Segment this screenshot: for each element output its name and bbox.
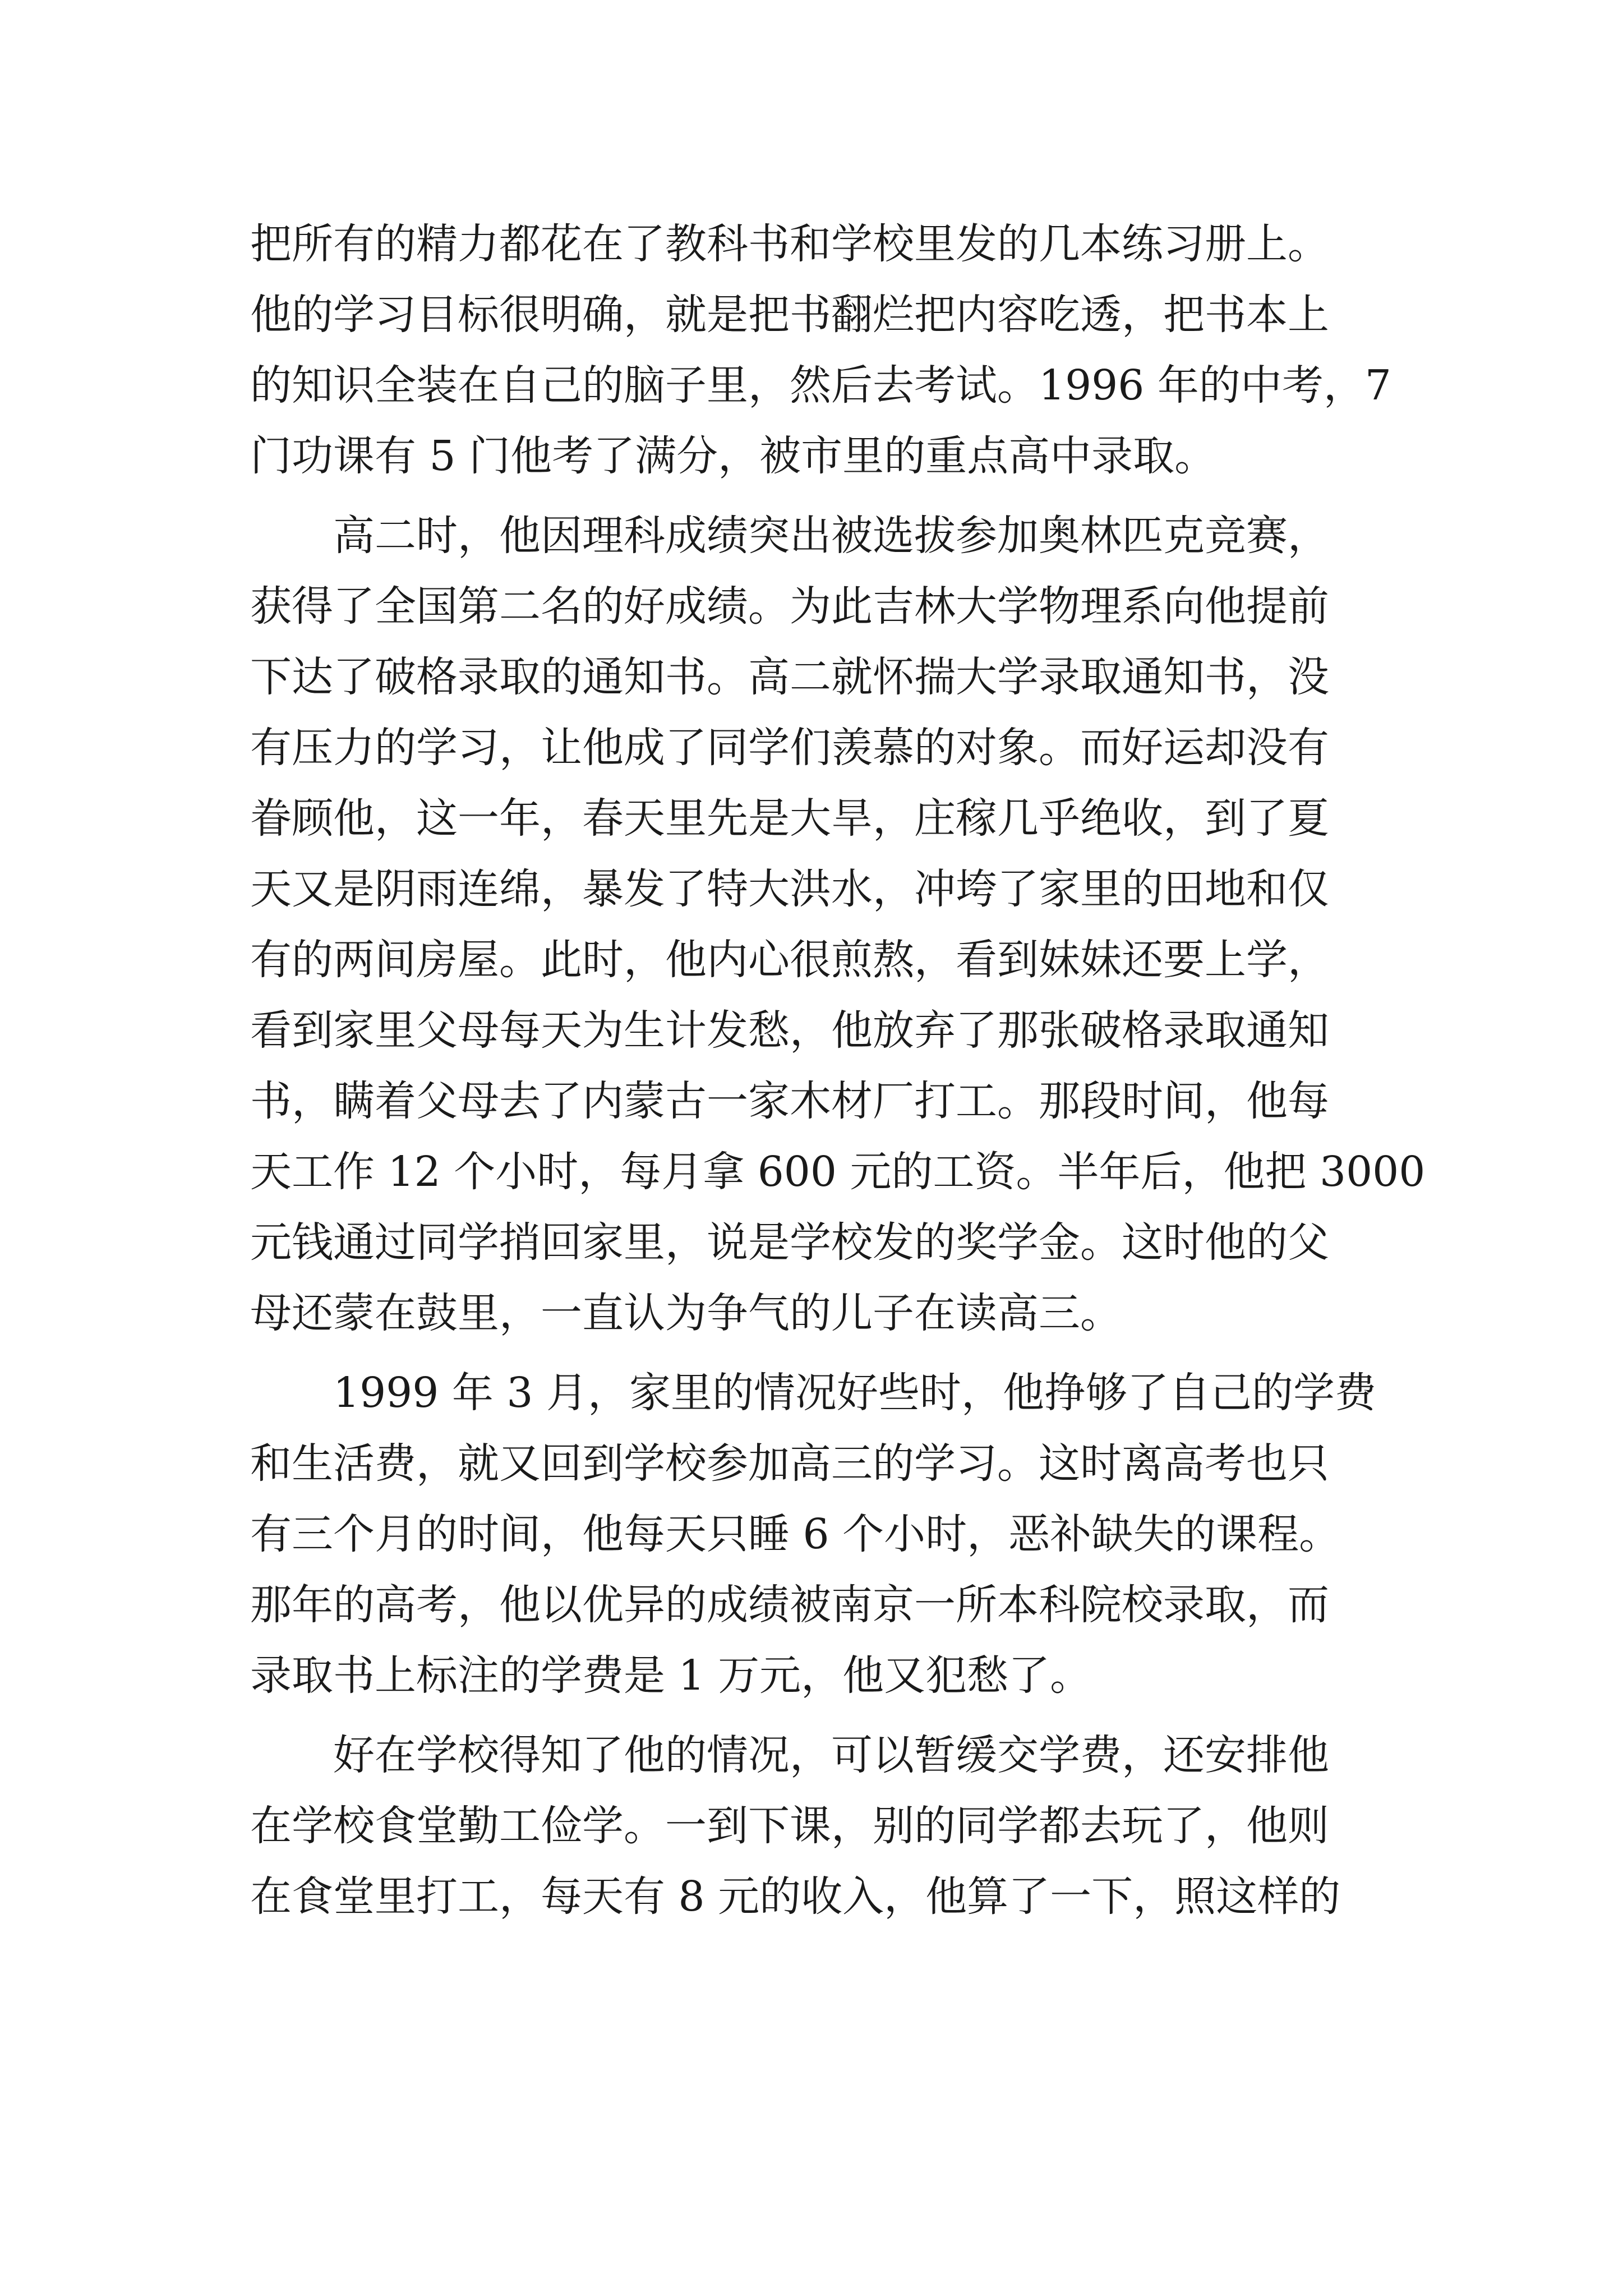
text-line: 录取书上标注的学费是 1 万元，他又犯愁了。	[250, 1651, 1092, 1700]
text-line: 在学校食堂勤工俭学。一到下课，别的同学都去玩了，他则	[250, 1802, 1329, 1850]
text-line: 把所有的精力都花在了教科书和学校里发的几本练习册上。	[250, 220, 1329, 268]
paragraph-gap	[250, 491, 1405, 500]
text-line: 母还蒙在鼓里，一直认为争气的儿子在读高三。	[250, 1289, 1122, 1337]
paragraph-gap	[250, 1349, 1405, 1358]
text-line: 看到家里父母每天为生计发愁，他放弃了那张破格录取通知	[250, 1006, 1329, 1055]
text-line: 眷顾他，这一年，春天里先是大旱，庄稼几乎绝收，到了夏	[250, 794, 1329, 843]
text-line: 他的学习目标很明确，就是把书翻烂把内容吃透，把书本上	[250, 291, 1329, 339]
text-line: 和生活费，就又回到学校参加高三的学习。这时离高考也只	[250, 1439, 1329, 1488]
paragraph	[250, 209, 1405, 491]
text-line: 获得了全国第二名的好成绩。为此吉林大学物理系向他提前	[250, 582, 1329, 631]
document-body	[250, 209, 1426, 1932]
text-line: 有压力的学习，让他成了同学们羡慕的对象。而好运却没有	[250, 724, 1329, 772]
text-line: 好在学校得知了他的情况，可以暂缓交学费，还安排他	[333, 1731, 1329, 1779]
text-line: 门功课有 5 门他考了满分，被市里的重点高中录取。	[250, 432, 1216, 480]
text-line: 有的两间房屋。此时，他内心很煎熬，看到妹妹还要上学，	[250, 936, 1329, 984]
text-line: 高二时，他因理科成绩突出被选拔参加奥林匹克竞赛，	[333, 512, 1329, 560]
text-line: 下达了破格录取的通知书。高二就怀揣大学录取通知书，没	[250, 653, 1329, 701]
text-line: 1999 年 3 月，家里的情况好些时，他挣够了自己的学费	[333, 1369, 1376, 1417]
paragraph	[250, 1720, 1405, 1932]
text-line: 元钱通过同学捎回家里，说是学校发的奖学金。这时他的父	[250, 1218, 1329, 1267]
text-line: 天又是阴雨连绵，暴发了特大洪水，冲垮了家里的田地和仅	[250, 865, 1329, 913]
text-line: 书，瞒着父母去了内蒙古一家木材厂打工。那段时间，他每	[250, 1077, 1329, 1125]
text-line: 那年的高考，他以优异的成绩被南京一所本科院校录取，而	[250, 1581, 1329, 1629]
paragraph-gap	[250, 1711, 1405, 1720]
text-line: 天工作 12 个小时，每月拿 600 元的工资。半年后，他把 3000	[250, 1148, 1426, 1196]
text-line: 在食堂里打工，每天有 8 元的收入，他算了一下，照这样的	[250, 1872, 1341, 1921]
paragraph	[250, 500, 1426, 1349]
text-line: 有三个月的时间，他每天只睡 6 个小时，恶补缺失的课程。	[250, 1510, 1341, 1558]
paragraph	[250, 1358, 1405, 1711]
text-line: 的知识全装在自己的脑子里，然后去考试。1996 年的中考，7	[250, 361, 1391, 409]
